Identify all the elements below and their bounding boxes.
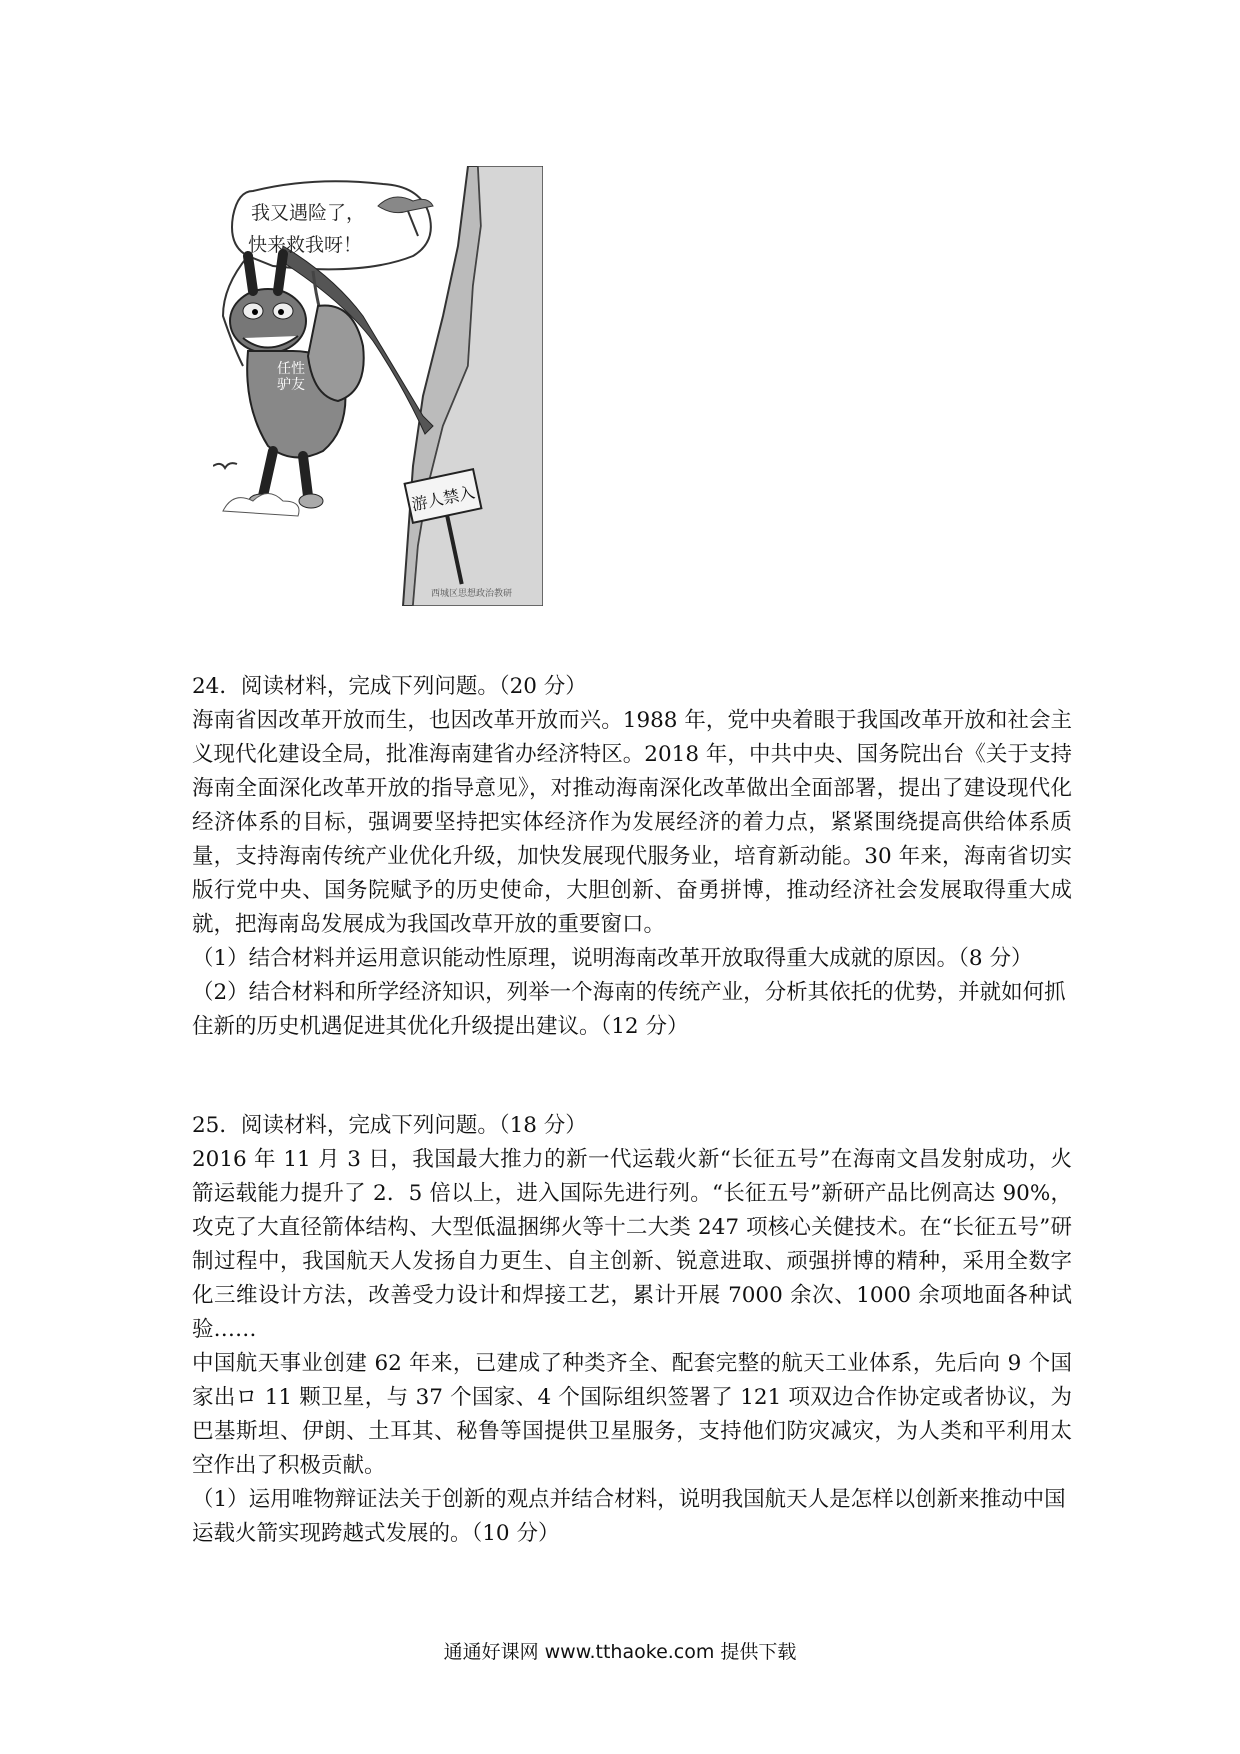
bird	[213, 463, 237, 468]
sign-label: 游人禁入	[409, 482, 477, 515]
bubble-line-2: 快来救我呀！	[248, 234, 363, 256]
q24-heading: 24．阅读材料，完成下列问题。（20 分）	[192, 674, 587, 699]
q25-sub1: （1）运用唯物辩证法关于创新的观点并结合材料，说明我国航天人是怎样以创新来推动中国运载火箭实现跨越式发展的。（10 分）	[192, 1487, 1066, 1546]
q25-material-2: 中国航天事业创建 62 年来，已建成了种类齐全、配套完整的航天工业体系，先后向 9 个国家出ロ 11 颗卫星，与 37 个国家、4 个国际组织签署了 121 项双边合作协定或者协议，为巴基斯坦、伊朗、土耳其、秘鲁等国提供卫星服务，支持他们防灾减灾，为人类和平利用太空作出了积极贡献。	[192, 1351, 1072, 1478]
bubble-line-1: 我又遇险了，	[251, 202, 366, 224]
footer: 通通好课网 www.tthaoke.com 提供下载	[443, 1641, 797, 1663]
q24-material: 海南省因改革开放而生，也因改革开放而兴。1988 年，党中央着眼于我国改革开放和社会主义现代化建设全局，批准海南建省办经济特区。2018 年，中共中央、国务院出台《关于支持海南全面深化改革开放的指导意见》，对推动海南深化改革做出全面部署，提出了建设现代化经济体系的目标，强调要坚持把实体经济作为发展经济的着力点，紧紧围绕提高供给体系质量，支持海南传统产业优化升级，加快发展现代服务业，培育新动能。30 年来，海南省切实版行党中央、国务院赋予的历史使命，大胆创新、奋勇拼博，推动经济社会发展取得重大成就，把海南岛发展成为我国改草开放的重要窗口。	[192, 708, 1072, 937]
q25-material-1: 2016 年 11 月 3 日，我国最大推力的新一代运载火新“长征五号”在海南文昌发射成功，火箭运载能力提升了 2．5 倍以上，进入国际先进行列。“长征五号”新研产品比例高达 90%，攻克了大直径箭体结构、大型低温捆绑火等十二大类 247 项核心关健技术。在“长征五号”研制过程中，我国航天人发扬自力更生、自主创新、锐意进取、顽强拼博的精种，采用全数字化三维设计方法，改善受力设计和焊接工艺，累计开展 7000 余次、1000 余项地面各种试验……	[192, 1147, 1072, 1342]
cloud	[223, 494, 299, 517]
q25-heading: 25．阅读材料，完成下列问题。（18 分）	[192, 1113, 587, 1138]
watermark: 西城区思想政治教研	[431, 589, 513, 599]
q24-sub2: （2）结合材料和所学经济知识，列举一个海南的传统产业，分析其依托的优势，并就如何抓住新的历史机遇促进其优化升级提出建议。（12 分）	[192, 980, 1066, 1039]
questions	[192, 670, 1072, 1551]
cartoon-illustration	[213, 166, 543, 606]
q24-sub1: （1）结合材料并运用意识能动性原理，说明海南改革开放取得重大成就的原因。（8 分）	[192, 946, 1033, 971]
bag-label: 任性驴友	[277, 361, 305, 393]
